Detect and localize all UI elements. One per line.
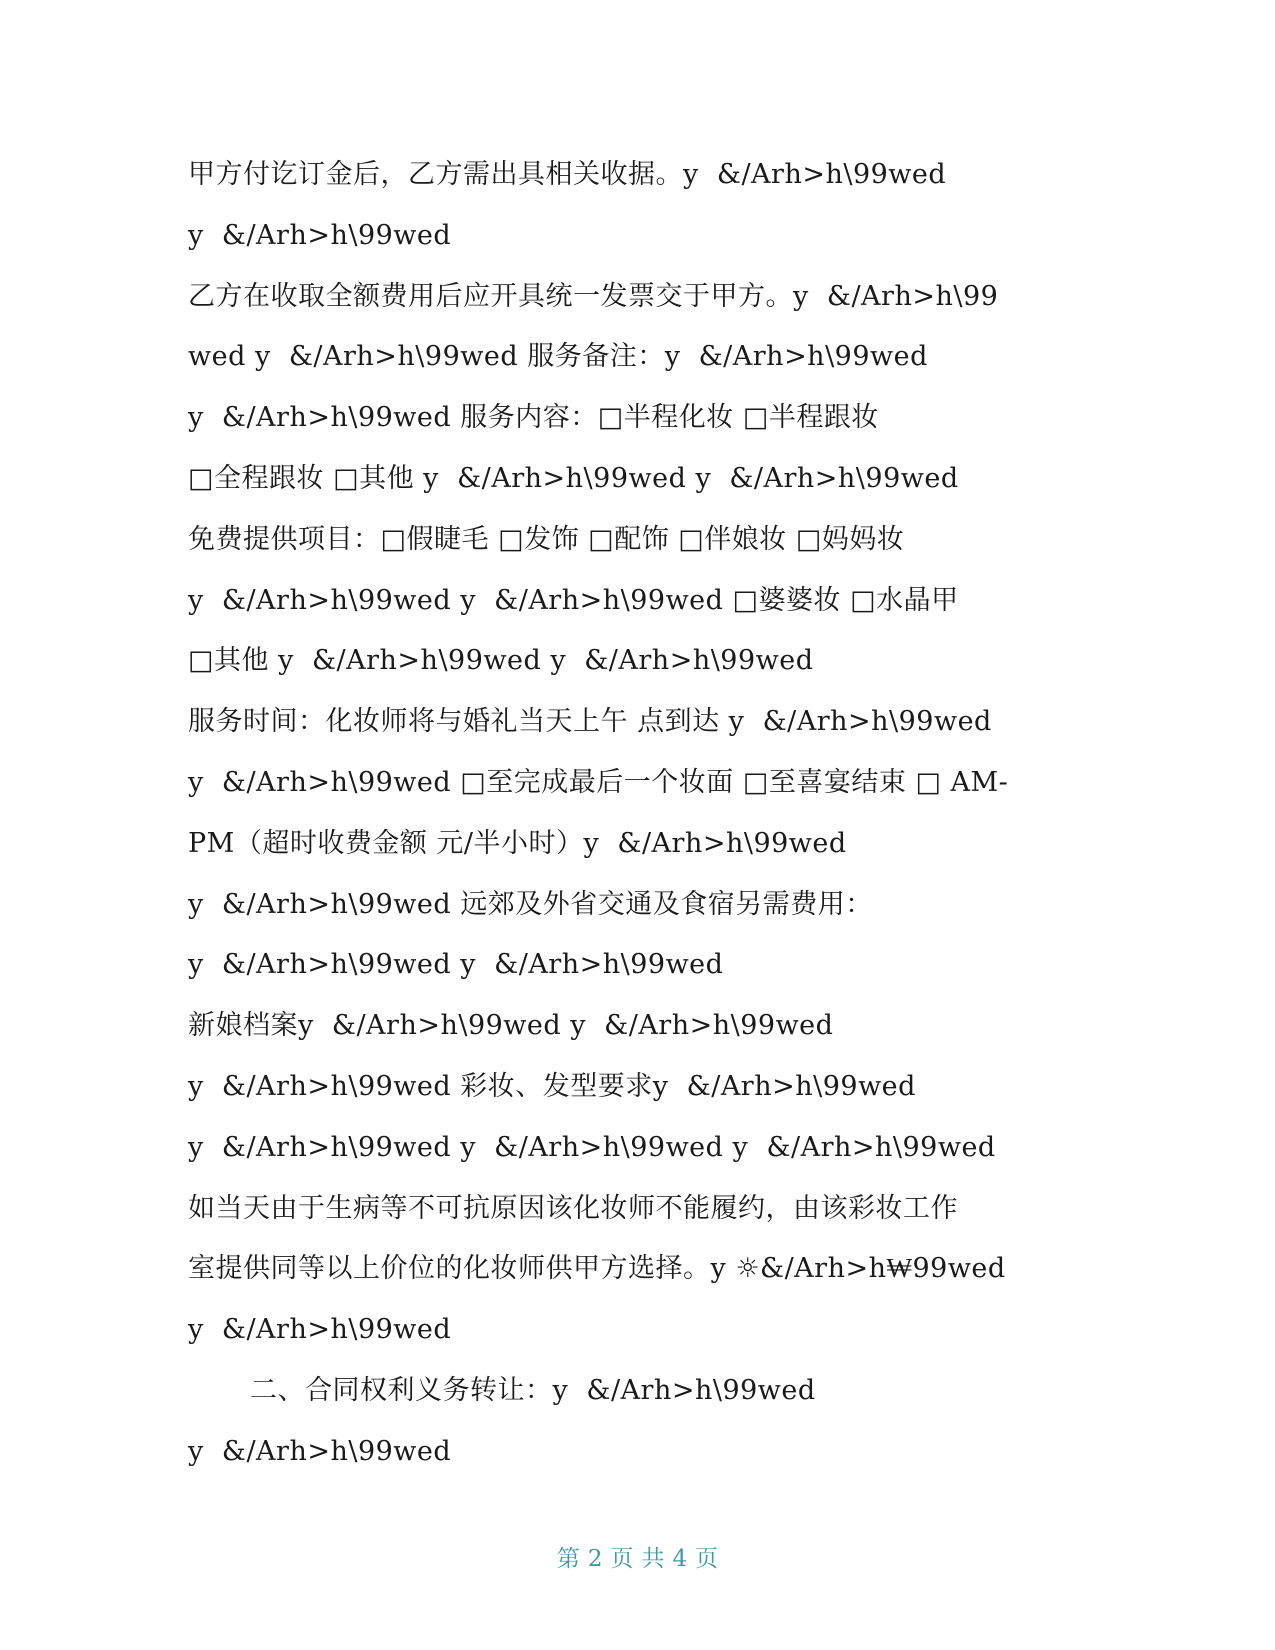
text-line: y &/Arh>h\99wed y &/Arh>h\99wed □婆婆妆 □水晶甲 xyxy=(188,584,959,616)
text-line: 如当天由于生病等不可抗原因该化妆师不能履约，由该彩妆工作 xyxy=(188,1192,958,1224)
footer-ye: 页 xyxy=(695,1546,719,1572)
text-line: 甲方付讫订金后，乙方需出具相关收据。y &/Arh>h\99wed xyxy=(188,159,947,190)
text-line: y &/Arh>h\99wed xyxy=(188,219,452,251)
text-line: PM（超时收费金额 元/半小时）y &/Arh>h\99wed xyxy=(188,827,847,859)
text-line: y &/Arh>h\99wed y &/Arh>h\99wed y &/Arh>h\99wed xyxy=(188,1131,996,1163)
text-line: 新娘档案y &/Arh>h\99wed y &/Arh>h\99wed xyxy=(188,1010,834,1042)
text-line: y &/Arh>h\99wed 彩妆、发型要求y &/Arh>h\99wed xyxy=(188,1070,916,1102)
document-body xyxy=(188,145,1088,1483)
footer-ye: 页 xyxy=(610,1546,634,1572)
text-line: 乙方在收取全额费用后应开具统一发票交于甲方。y &/Arh>h\99 xyxy=(188,280,999,312)
text-line: y &/Arh>h\99wed xyxy=(188,1435,452,1467)
text-line: y &/Arh>h\99wed □至完成最后一个妆面 □至喜宴结束 □ AM- xyxy=(188,766,1009,798)
text-line: 室提供同等以上价位的化妆师供甲方选择。y ☼&/Arh>h₩99wed xyxy=(188,1253,1006,1285)
text-line: □其他 y &/Arh>h\99wed y &/Arh>h\99wed xyxy=(188,645,814,677)
text-line: y &/Arh>h\99wed 服务内容：□半程化妆 □半程跟妆 xyxy=(188,402,879,434)
text-line: □全程跟妆 □其他 y &/Arh>h\99wed y &/Arh>h\99wed xyxy=(188,462,959,494)
section-heading: 二、合同权利义务转让：y &/Arh>h\99wed xyxy=(250,1374,816,1406)
footer-di: 第 xyxy=(556,1546,580,1572)
page-footer xyxy=(0,1540,1275,1573)
text-line: y &/Arh>h\99wed 远郊及外省交通及食宿另需费用： xyxy=(188,888,873,920)
text-line: 免费提供项目：□假睫毛 □发饰 □配饰 □伴娘妆 □妈妈妆 xyxy=(188,523,905,555)
page-number: 2 xyxy=(587,1546,603,1572)
text-line: y &/Arh>h\99wed xyxy=(188,1314,452,1346)
footer-gong: 共 xyxy=(641,1546,665,1572)
text-line: wed y &/Arh>h\99wed 服务备注：y &/Arh>h\99wed xyxy=(188,341,928,373)
text-line: 服务时间：化妆师将与婚礼当天上午 点到达 y &/Arh>h\99wed xyxy=(188,706,992,738)
text-line: y &/Arh>h\99wed y &/Arh>h\99wed xyxy=(188,949,724,981)
total-pages: 4 xyxy=(672,1546,688,1572)
